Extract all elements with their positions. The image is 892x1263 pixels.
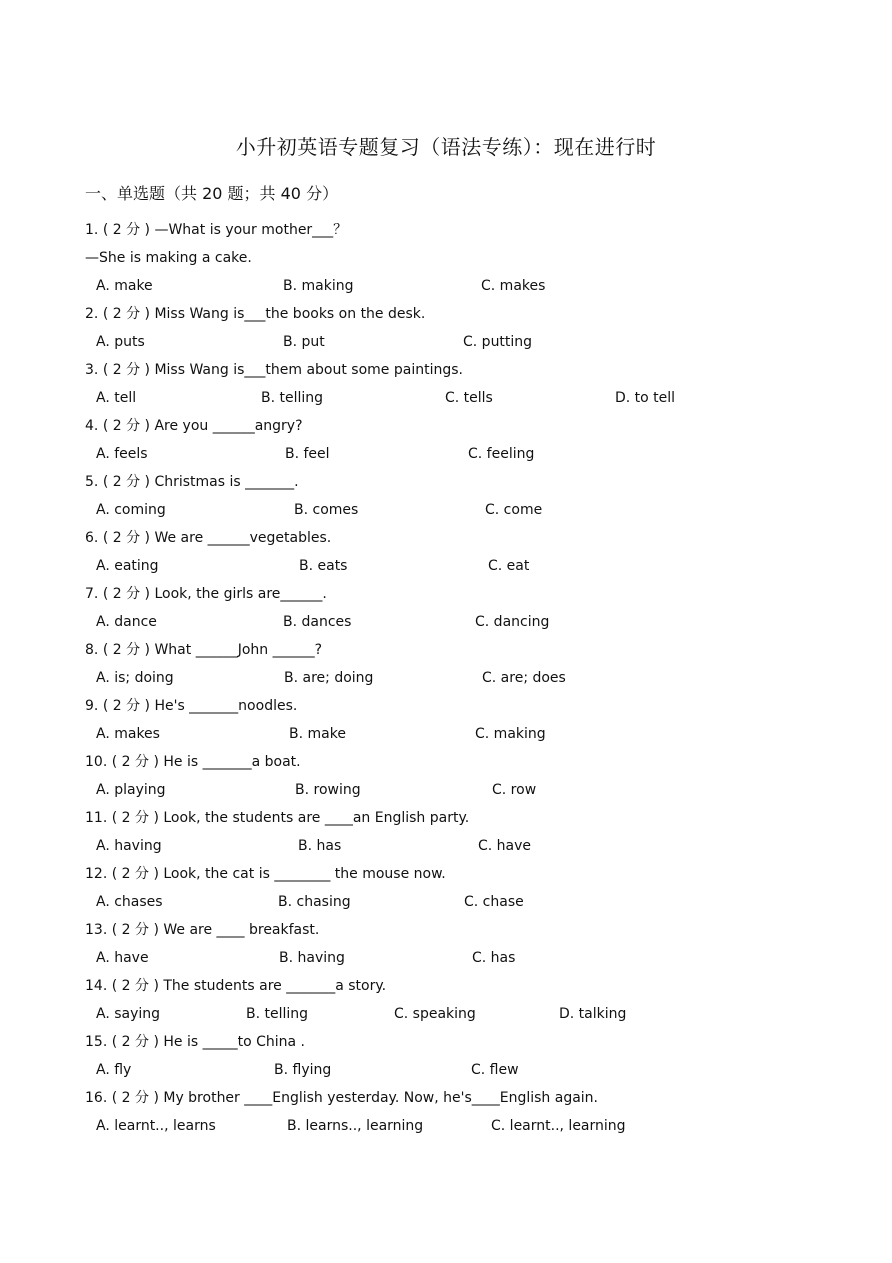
answer-option[interactable]: C. chase <box>464 894 524 910</box>
question-stem <box>0 356 892 384</box>
answer-option[interactable]: A. makes <box>96 726 160 742</box>
question-number: 7. <box>85 586 99 602</box>
answer-option[interactable]: B. telling <box>246 1006 309 1022</box>
question-score: ( 2 分 ) <box>111 922 159 938</box>
question-text: —What is your mother___？ <box>154 222 348 238</box>
answer-option[interactable]: A. make <box>96 278 153 294</box>
question-number: 12. <box>85 866 108 882</box>
question-text: What ______John ______? <box>154 642 323 658</box>
question-score: ( 2 分 ) <box>102 222 150 238</box>
question-score: ( 2 分 ) <box>111 810 159 826</box>
answer-option[interactable]: B. are; doing <box>284 670 374 686</box>
answer-option[interactable]: C. row <box>492 782 537 798</box>
answer-option[interactable]: A. puts <box>96 334 145 350</box>
answer-option[interactable]: A. dance <box>96 614 157 630</box>
question-score: ( 2 分 ) <box>102 586 150 602</box>
question-score: ( 2 分 ) <box>111 866 159 882</box>
answer-option[interactable]: B. dances <box>283 614 352 630</box>
answer-options <box>0 1112 892 1140</box>
answer-options <box>0 552 892 580</box>
question-score: ( 2 分 ) <box>102 306 150 322</box>
question-stem <box>0 412 892 440</box>
question-text: He's _______noodles. <box>154 698 298 714</box>
question-stem <box>0 300 892 328</box>
question-text: We are ____ breakfast. <box>163 922 320 938</box>
answer-option[interactable]: D. talking <box>559 1006 627 1022</box>
question-number: 8. <box>85 642 99 658</box>
question-number: 16. <box>85 1090 108 1106</box>
question-stem <box>0 748 892 776</box>
answer-option[interactable]: C. have <box>478 838 532 854</box>
question-list <box>0 216 892 1140</box>
answer-option[interactable]: A. coming <box>96 502 166 518</box>
question-stem <box>0 860 892 888</box>
answer-options <box>0 384 892 412</box>
question-text: The students are _______a story. <box>163 978 387 994</box>
answer-option[interactable]: C. makes <box>481 278 546 294</box>
question-score: ( 2 分 ) <box>111 978 159 994</box>
question-text: My brother ____English yesterday. Now, he's____English again. <box>163 1090 598 1106</box>
question-text: Christmas is _______. <box>154 474 299 490</box>
answer-options <box>0 944 892 972</box>
answer-option[interactable]: C. eat <box>488 558 530 574</box>
question-text: Are you ______angry? <box>154 418 303 434</box>
answer-option[interactable]: A. fly <box>96 1062 132 1078</box>
question-score: ( 2 分 ) <box>102 418 150 434</box>
section-heading <box>85 181 338 204</box>
answer-options <box>0 272 892 300</box>
answer-option[interactable]: B. eats <box>299 558 348 574</box>
answer-option[interactable]: D. to tell <box>615 390 676 406</box>
question-text: Look, the students are ____an English party. <box>163 810 470 826</box>
answer-option[interactable]: A. tell <box>96 390 137 406</box>
answer-option[interactable]: A. have <box>96 950 149 966</box>
answer-option[interactable]: C. tells <box>445 390 493 406</box>
answer-options <box>0 888 892 916</box>
answer-options <box>0 664 892 692</box>
question-score: ( 2 分 ) <box>111 1090 159 1106</box>
question-number: 4. <box>85 418 99 434</box>
question-score: ( 2 分 ) <box>111 1034 159 1050</box>
question-text: Miss Wang is___them about some paintings. <box>154 362 463 378</box>
answer-option[interactable]: A. eating <box>96 558 159 574</box>
answer-options <box>0 1056 892 1084</box>
question-score: ( 2 分 ) <box>102 698 150 714</box>
question-text: Miss Wang is___the books on the desk. <box>154 306 426 322</box>
answer-option[interactable]: B. telling <box>261 390 324 406</box>
answer-option[interactable]: B. flying <box>274 1062 332 1078</box>
answer-options <box>0 776 892 804</box>
answer-option[interactable]: C. making <box>475 726 546 742</box>
answer-option[interactable]: A. is; doing <box>96 670 174 686</box>
answer-option[interactable]: C. has <box>472 950 516 966</box>
question-text: We are ______vegetables. <box>154 530 332 546</box>
question-number: 11. <box>85 810 108 826</box>
answer-option[interactable]: C. learnt.., learning <box>491 1118 626 1134</box>
answer-option[interactable]: B. chasing <box>278 894 351 910</box>
answer-option[interactable]: B. feel <box>285 446 330 462</box>
answer-option[interactable]: B. put <box>283 334 325 350</box>
answer-option[interactable]: C. dancing <box>475 614 550 630</box>
answer-options <box>0 720 892 748</box>
question-number: 1. <box>85 222 99 238</box>
answer-option[interactable]: A. chases <box>96 894 163 910</box>
question-score: ( 2 分 ) <box>102 642 150 658</box>
question-text: He is _____to China . <box>163 1034 305 1050</box>
answer-option[interactable]: B. comes <box>294 502 359 518</box>
answer-option[interactable]: B. making <box>283 278 354 294</box>
answer-option[interactable]: C. putting <box>463 334 533 350</box>
answer-options <box>0 328 892 356</box>
question-text: Look, the girls are______. <box>154 586 327 602</box>
question-stem <box>0 216 892 244</box>
answer-option[interactable]: A. saying <box>96 1006 161 1022</box>
question-score: ( 2 分 ) <box>102 530 150 546</box>
question-number: 6. <box>85 530 99 546</box>
question-stem <box>0 804 892 832</box>
question-number: 9. <box>85 698 99 714</box>
answer-option[interactable]: C. speaking <box>394 1006 476 1022</box>
answer-option[interactable]: B. make <box>289 726 346 742</box>
answer-options <box>0 496 892 524</box>
section-heading-text: 一、单选题（共 20 题；共 40 分） <box>85 184 339 203</box>
page-title: 小升初英语专题复习（语法专练）：现在进行时 <box>235 135 657 159</box>
question-number: 3. <box>85 362 99 378</box>
answer-options <box>0 608 892 636</box>
question-number: 13. <box>85 922 108 938</box>
question-text: Look, the cat is ________ the mouse now. <box>163 866 446 882</box>
question-stem <box>0 972 892 1000</box>
question-number: 10. <box>85 754 108 770</box>
question-number: 14. <box>85 978 108 994</box>
answer-option[interactable]: A. having <box>96 838 162 854</box>
question-score: ( 2 分 ) <box>102 474 150 490</box>
question-text: He is _______a boat. <box>163 754 301 770</box>
answer-option[interactable]: C. flew <box>471 1062 519 1078</box>
answer-option[interactable]: B. having <box>279 950 345 966</box>
answer-options <box>0 832 892 860</box>
question-number: 5. <box>85 474 99 490</box>
answer-option[interactable]: C. are; does <box>482 670 566 686</box>
question-score: ( 2 分 ) <box>111 754 159 770</box>
question-stem <box>0 1028 892 1056</box>
question-score: ( 2 分 ) <box>102 362 150 378</box>
question-stem <box>0 692 892 720</box>
question-number: 15. <box>85 1034 108 1050</box>
question-extra-line: —She is making a cake. <box>85 250 252 266</box>
answer-option[interactable]: A. feels <box>96 446 148 462</box>
question-number: 2. <box>85 306 99 322</box>
answer-option[interactable]: A. learnt.., learns <box>96 1118 216 1134</box>
answer-option[interactable]: A. playing <box>96 782 166 798</box>
answer-option[interactable]: B. learns.., learning <box>287 1118 424 1134</box>
question-stem <box>0 636 892 664</box>
question-stem <box>0 916 892 944</box>
answer-option[interactable]: C. feeling <box>468 446 535 462</box>
answer-option[interactable]: B. rowing <box>295 782 361 798</box>
question-stem <box>0 468 892 496</box>
answer-options <box>0 1000 892 1028</box>
answer-options <box>0 440 892 468</box>
answer-option[interactable]: B. has <box>298 838 342 854</box>
answer-option[interactable]: C. come <box>485 502 543 518</box>
question-stem <box>0 580 892 608</box>
question-stem <box>0 1084 892 1112</box>
question-stem <box>0 524 892 552</box>
